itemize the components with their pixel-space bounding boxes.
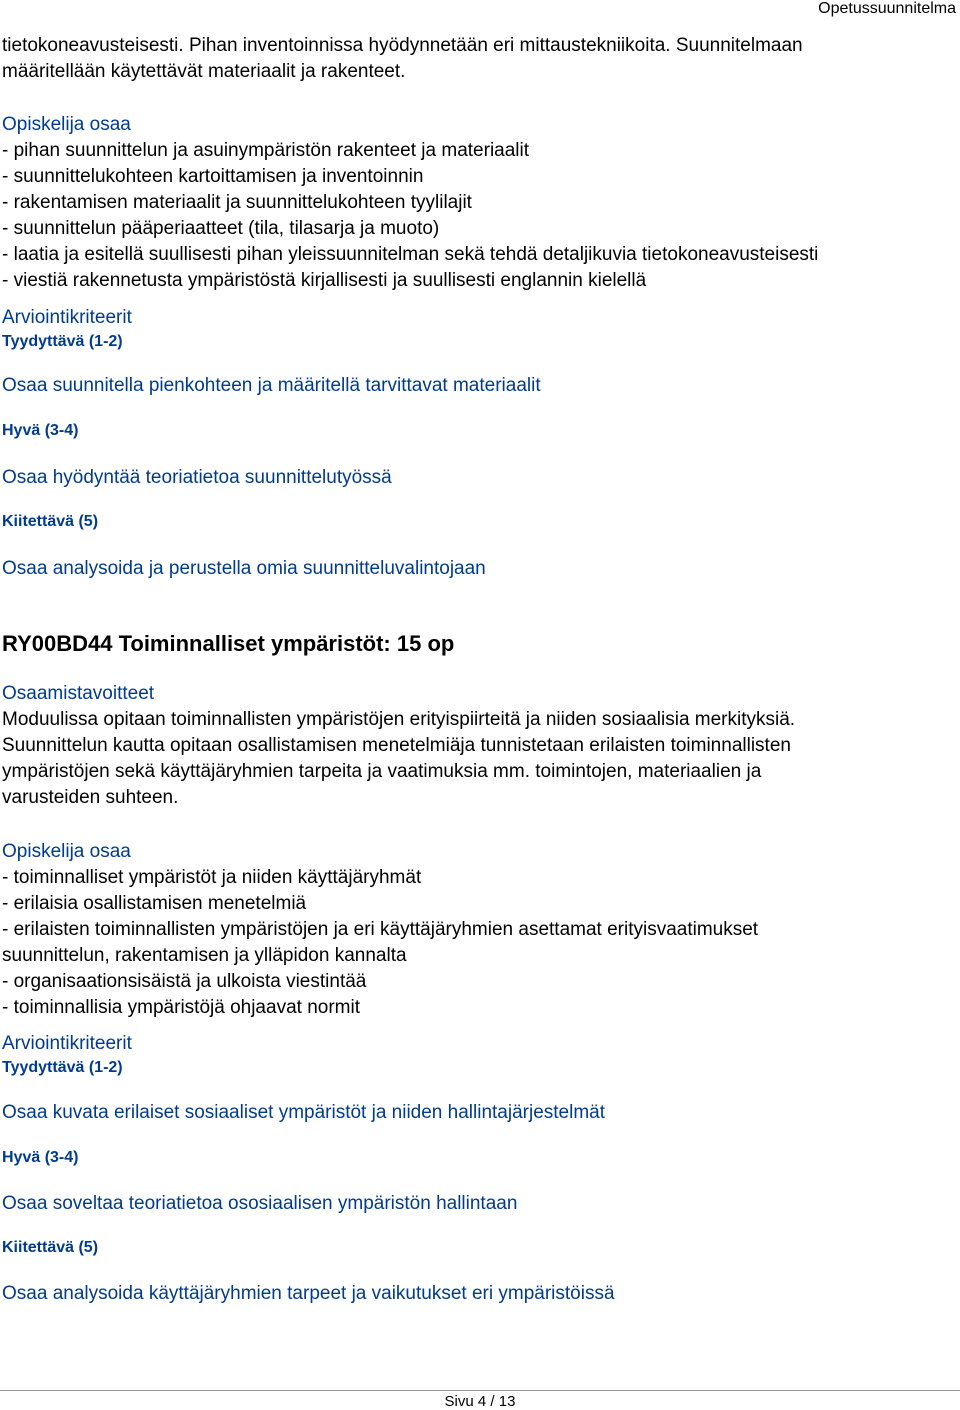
module2-outcomes-heading: Osaamistavoitteet	[2, 683, 155, 704]
module2-student-item: - organisaationsisäistä ja ulkoista viestintää	[2, 971, 367, 992]
module2-outcomes-line: Moduulissa opitaan toiminnallisten ympäristöjen erityispiirteitä ja niiden sosiaalisia merkityksiä.	[2, 709, 796, 730]
module2-grade-label-3: Kiitettävä (5)	[2, 1239, 99, 1256]
module2-student-section	[2, 839, 952, 1021]
module2-grade-label-1: Tyydyttävä (1-2)	[2, 1059, 123, 1076]
module1-student-item: - pihan suunnittelun ja asuinympäristön rakenteet ja materiaalit	[2, 140, 530, 161]
module2-student-item: - toiminnalliset ympäristöt ja niiden käyttäjäryhmät	[2, 867, 422, 888]
module1-grade-label-2: Hyvä (3-4)	[2, 422, 79, 439]
module1-grade-text-2: Osaa hyödyntää teoriatietoa suunnittelutyössä	[2, 467, 392, 488]
module1-student-item: - suunnittelun pääperiaatteet (tila, tilasarja ja muoto)	[2, 218, 440, 239]
module1-student-item: - rakentamisen materiaalit ja suunnittelukohteen tyylilajit	[2, 192, 472, 213]
module2-outcomes-line: varusteiden suhteen.	[2, 787, 179, 808]
module1-student-item: - viestiä rakennetusta ympäristöstä kirjallisesti ja suullisesti englannin kielellä	[2, 270, 647, 291]
page-number: Sivu 4 / 13	[444, 1393, 516, 1410]
module1-criteria-heading-wrap	[2, 305, 952, 331]
intro-line: tietokoneavusteisesti. Pihan inventoinnissa hyödynnetään eri mittaustekniikoita. Suunnitelmaan	[2, 35, 803, 56]
module1-grade-label-1: Tyydyttävä (1-2)	[2, 333, 123, 350]
module1-student-item: - suunnittelukohteen kartoittamisen ja inventoinnin	[2, 166, 424, 187]
module2-grade-text-2: Osaa soveltaa teoriatietoa ososiaalisen ympäristön hallintaan	[2, 1193, 518, 1214]
module2-outcomes-line: ympäristöjen sekä käyttäjäryhmien tarpeita ja vaatimuksia mm. toimintojen, materiaalien ja	[2, 761, 762, 782]
footer-divider	[0, 1390, 960, 1391]
module2-grade-text-3: Osaa analysoida käyttäjäryhmien tarpeet ja vaikutukset eri ympäristöissä	[2, 1283, 615, 1304]
module1-grade-text-3: Osaa analysoida ja perustella omia suunnitteluvalintojaan	[2, 558, 486, 579]
module2-student-item: - toiminnallisia ympäristöjä ohjaavat normit	[2, 997, 360, 1018]
module1-student-item: - laatia ja esitellä suullisesti pihan yleissuunnitelman sekä tehdä detaljikuvia tietokoneavusteisesti	[2, 244, 819, 265]
module2-title: RY00BD44 Toiminnalliset ympäristöt: 15 op	[2, 631, 455, 656]
module2-grade-label-2: Hyvä (3-4)	[2, 1149, 79, 1166]
module2-student-item: - erilaisia osallistamisen menetelmiä	[2, 893, 307, 914]
module2-criteria-heading: Arviointikriteerit	[2, 1033, 132, 1054]
module1-grade-label-3: Kiitettävä (5)	[2, 513, 99, 530]
module2-grade-text-1: Osaa kuvata erilaiset sosiaaliset ympäristöt ja niiden hallintajärjestelmät	[2, 1102, 606, 1123]
module1-student-section	[2, 112, 952, 294]
document-header-label: Opetussuunnitelma	[818, 0, 956, 17]
intro-line: määritellään käytettävät materiaalit ja rakenteet.	[2, 61, 406, 82]
module1-grade-text-1: Osaa suunnitella pienkohteen ja määritellä tarvittavat materiaalit	[2, 375, 541, 396]
module2-student-heading: Opiskelija osaa	[2, 841, 131, 862]
intro-paragraph	[2, 33, 952, 85]
module2-student-item: - erilaisten toiminnallisten ympäristöjen ja eri käyttäjäryhmien asettamat erityisvaatimukset	[2, 919, 759, 940]
module2-outcomes-section	[2, 681, 952, 811]
module1-student-heading: Opiskelija osaa	[2, 114, 131, 135]
module2-student-item: suunnittelun, rakentamisen ja ylläpidon kannalta	[2, 945, 407, 966]
module2-outcomes-line: Suunnittelun kautta opitaan osallistamisen menetelmiäja tunnistetaan erilaisten toiminnallisten	[2, 735, 791, 756]
module1-criteria-heading: Arviointikriteerit	[2, 307, 132, 328]
